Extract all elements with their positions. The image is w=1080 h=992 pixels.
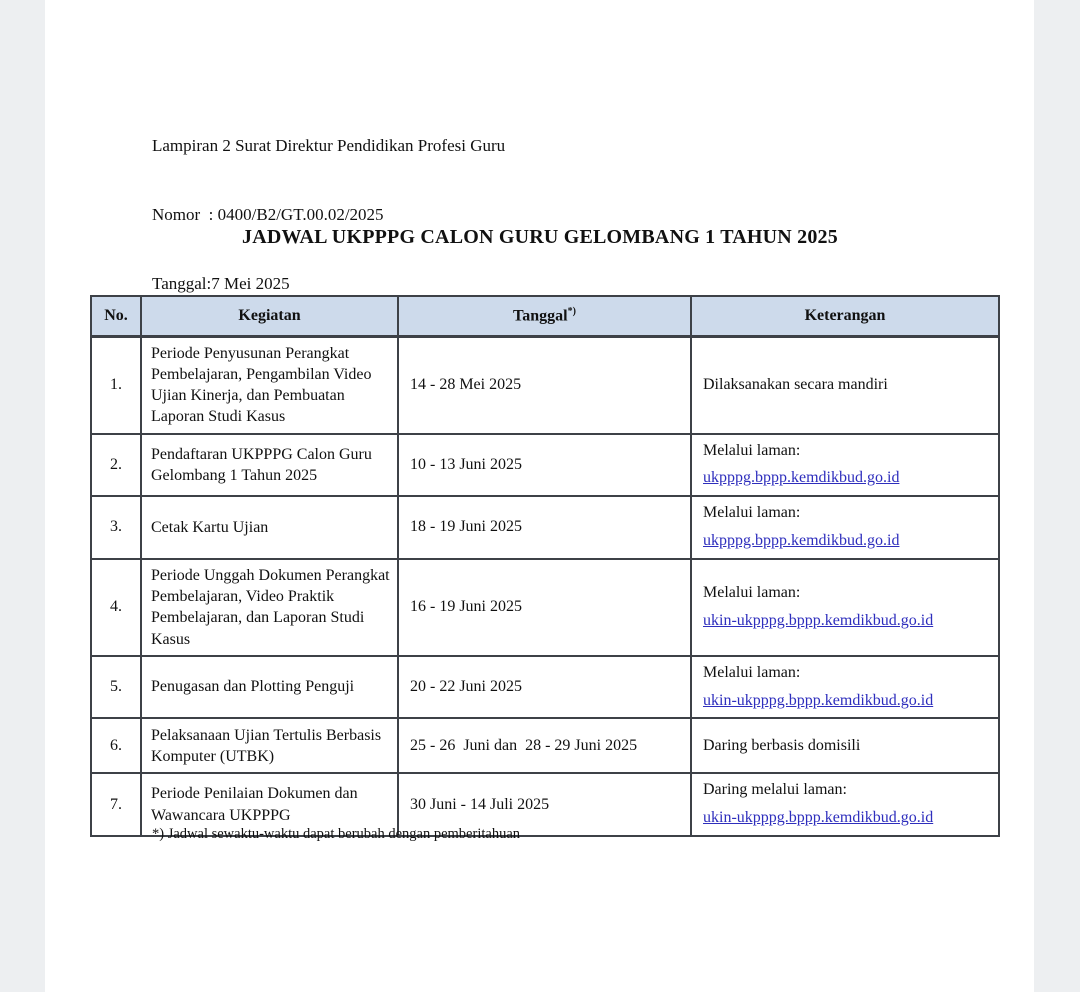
cell-no: 6. <box>91 718 141 773</box>
keterangan-text: Melalui laman: <box>703 663 801 681</box>
table-row <box>91 336 999 434</box>
cell-no: 7. <box>91 773 141 836</box>
cell-tanggal: 25 - 26 Juni dan 28 - 29 Juni 2025 <box>398 718 691 773</box>
keterangan-link[interactable]: ukpppg.bppp.kemdikbud.go.id <box>703 469 900 487</box>
cell-tanggal: 14 - 28 Mei 2025 <box>398 336 691 434</box>
letterhead-line-nomor: Nomor : 0400/B2/GT.00.02/2025 <box>152 205 384 224</box>
table-row <box>91 656 999 719</box>
cell-kegiatan: Periode Penilaian Dokumen dan Wawancara UKPPPG <box>141 773 398 836</box>
cell-kegiatan: Cetak Kartu Ujian <box>141 496 398 559</box>
keterangan-text: Daring melalui laman: <box>703 781 847 799</box>
cell-keterangan <box>691 656 999 719</box>
cell-no: 5. <box>91 656 141 719</box>
cell-tanggal: 18 - 19 Juni 2025 <box>398 496 691 559</box>
cell-keterangan <box>691 336 999 434</box>
keterangan-link[interactable]: ukpppg.bppp.kemdikbud.go.id <box>703 531 900 549</box>
keterangan-link[interactable]: ukin-ukpppg.bppp.kemdikbud.go.id <box>703 809 934 827</box>
cell-no: 3. <box>91 496 141 559</box>
header-tanggal: Tanggal*) <box>398 296 691 336</box>
keterangan-link[interactable]: ukin-ukpppg.bppp.kemdikbud.go.id <box>703 611 934 629</box>
cell-no: 1. <box>91 336 141 434</box>
keterangan-text: Dilaksanakan secara mandiri <box>703 375 888 393</box>
cell-kegiatan: Penugasan dan Plotting Penguji <box>141 656 398 719</box>
letterhead-line-lampiran: Lampiran 2 Surat Direktur Pendidikan Profesi Guru <box>152 136 506 155</box>
cell-kegiatan: Periode Unggah Dokumen Perangkat Pembelajaran, Video Praktik Pembelajaran, dan Laporan Studi Kasus <box>141 559 398 656</box>
cell-tanggal: 30 Juni - 14 Juli 2025 <box>398 773 691 836</box>
footnote: *) Jadwal sewaktu-waktu dapat berubah dengan pemberitahuan <box>152 826 521 842</box>
keterangan-text: Melalui laman: <box>703 583 801 601</box>
table-row <box>91 496 999 559</box>
right-margin-strip <box>1034 0 1080 992</box>
letterhead-line-tanggal: Tanggal:7 Mei 2025 <box>152 274 290 293</box>
cell-no: 4. <box>91 559 141 656</box>
schedule-table <box>90 295 1000 837</box>
table-header-row <box>91 296 999 336</box>
cell-keterangan <box>691 718 999 773</box>
cell-kegiatan: Pelaksanaan Ujian Tertulis Berbasis Komputer (UTBK) <box>141 718 398 773</box>
keterangan-link[interactable]: ukin-ukpppg.bppp.kemdikbud.go.id <box>703 691 934 709</box>
document-title: JADWAL UKPPPG CALON GURU GELOMBANG 1 TAHUN 2025 <box>242 226 838 248</box>
header-keterangan: Keterangan <box>691 296 999 336</box>
header-no: No. <box>91 296 141 336</box>
cell-tanggal: 20 - 22 Juni 2025 <box>398 656 691 719</box>
cell-no: 2. <box>91 434 141 497</box>
cell-keterangan <box>691 773 999 836</box>
keterangan-text: Melalui laman: <box>703 504 801 522</box>
table-row <box>91 559 999 656</box>
table-row <box>91 434 999 497</box>
cell-tanggal: 16 - 19 Juni 2025 <box>398 559 691 656</box>
keterangan-text: Daring berbasis domisili <box>703 736 861 754</box>
cell-kegiatan: Periode Penyusunan Perangkat Pembelajaran, Pengambilan Video Ujian Kinerja, dan Pembuatan Laporan Studi Kasus <box>141 336 398 434</box>
cell-keterangan <box>691 559 999 656</box>
cell-keterangan <box>691 496 999 559</box>
keterangan-text: Melalui laman: <box>703 441 801 459</box>
cell-kegiatan: Pendaftaran UKPPPG Calon Guru Gelombang 1 Tahun 2025 <box>141 434 398 497</box>
cell-keterangan <box>691 434 999 497</box>
header-kegiatan: Kegiatan <box>141 296 398 336</box>
tanggal-footnote-marker: *) <box>567 306 576 318</box>
cell-tanggal: 10 - 13 Juni 2025 <box>398 434 691 497</box>
table-row <box>91 718 999 773</box>
left-margin-strip <box>0 0 45 992</box>
